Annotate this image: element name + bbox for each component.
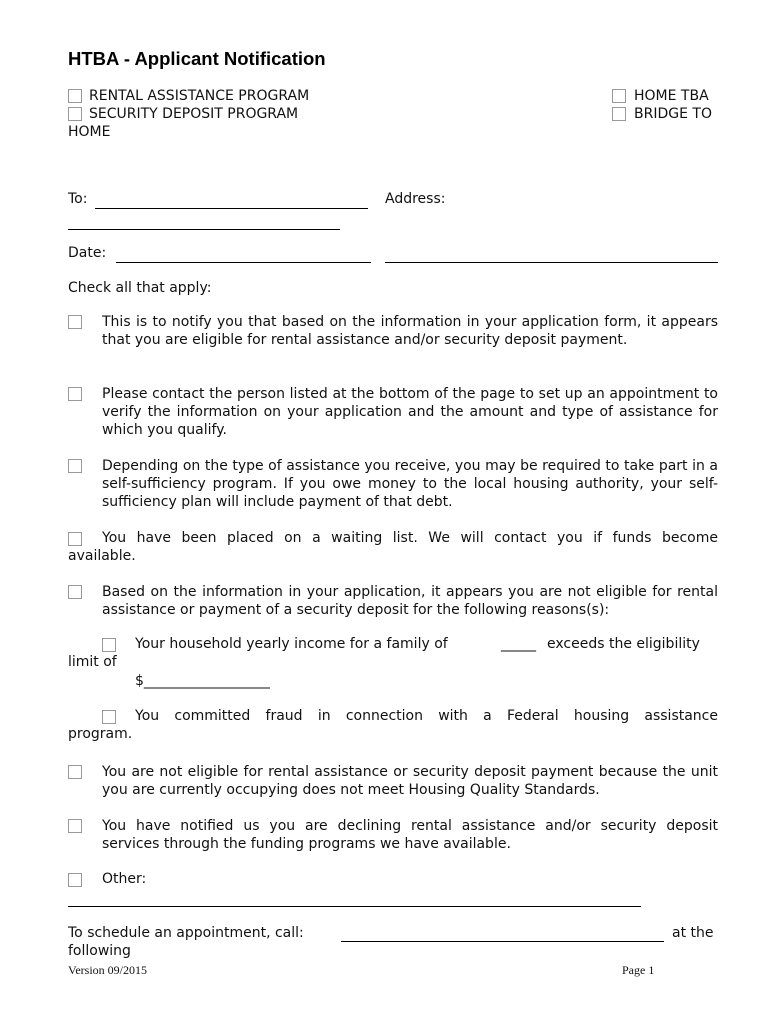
schedule-following: following [68,943,131,959]
home-tba-label: HOME TBA [634,88,709,104]
fraud-checkbox[interactable] [102,710,116,724]
waiting-list-text-cont: available. [68,548,136,564]
hqs-text: You are not eligible for rental assistance or security deposit payment because the unit you are currently occupying does not meet Housing Quality Standards. [102,764,718,798]
version-label: Version 09/2015 [68,963,147,977]
not-eligible-checkbox[interactable] [68,585,82,599]
schedule-at-the: at the [672,925,714,941]
to-field-continued[interactable] [68,229,340,230]
address-label: Address: [385,191,446,207]
check-all-instruction: Check all that apply: [68,280,212,296]
home-tba-checkbox[interactable] [612,89,626,103]
fraud-text-cont: program. [68,726,133,742]
income-limit-field[interactable]: $__________________ [135,673,270,689]
security-program-checkbox[interactable] [68,107,82,121]
other-field[interactable] [68,906,641,907]
bridge-to-label: BRIDGE TO [634,106,712,122]
self-sufficiency-checkbox[interactable] [68,459,82,473]
other-checkbox[interactable] [68,873,82,887]
contact-text: Please contact the person listed at the bottom of the page to set up an appointment to verify the information on your application and the amount and type of assistance for which you qualify. [102,386,718,438]
schedule-label: To schedule an appointment, call: [68,925,304,941]
self-sufficiency-text: Depending on the type of assistance you receive, you may be required to take part in a self-sufficiency program. If you owe money to the local housing authority, your self-sufficiency plan will include payment of that debt. [102,458,718,510]
waiting-list-checkbox[interactable] [68,532,82,546]
other-label: Other: [102,871,147,887]
security-program-label: SECURITY DEPOSIT PROGRAM [89,106,299,122]
waiting-list-text: You have been placed on a waiting list. We will contact you if funds become [102,530,718,546]
income-checkbox[interactable] [102,638,116,652]
hqs-checkbox[interactable] [68,765,82,779]
rental-program-checkbox[interactable] [68,89,82,103]
eligible-text: This is to notify you that based on the information in your application form, it appears that you are eligible for rental assistance and/or security deposit payment. [102,314,718,348]
page-number: Page 1 [622,963,655,977]
page-title: HTBA - Applicant Notification [68,48,326,69]
contact-checkbox[interactable] [68,387,82,401]
family-size-field[interactable]: _____ [501,636,536,652]
fraud-text: You committed fraud in connection with a Federal housing assistance [135,708,718,724]
income-text: Your household yearly income for a family of [135,636,448,652]
home-program-label: HOME [68,124,111,140]
schedule-phone-field[interactable] [341,941,664,942]
to-label: To: [68,191,88,207]
eligible-checkbox[interactable] [68,315,82,329]
declining-checkbox[interactable] [68,819,82,833]
to-field[interactable] [95,208,368,209]
rental-program-label: RENTAL ASSISTANCE PROGRAM [89,88,310,104]
date-field[interactable] [116,262,371,263]
income-text-limit: limit of [68,654,117,670]
date-label: Date: [68,245,107,261]
income-text-exceeds: exceeds the eligibility [547,636,700,652]
address-field[interactable] [385,262,718,263]
not-eligible-text: Based on the information in your application, it appears you are not eligible for rental assistance or payment of a security deposit for the following reasons(s): [102,584,718,618]
declining-text: You have notified us you are declining rental assistance and/or security deposit services through the funding programs we have available. [102,818,718,852]
bridge-to-checkbox[interactable] [612,107,626,121]
